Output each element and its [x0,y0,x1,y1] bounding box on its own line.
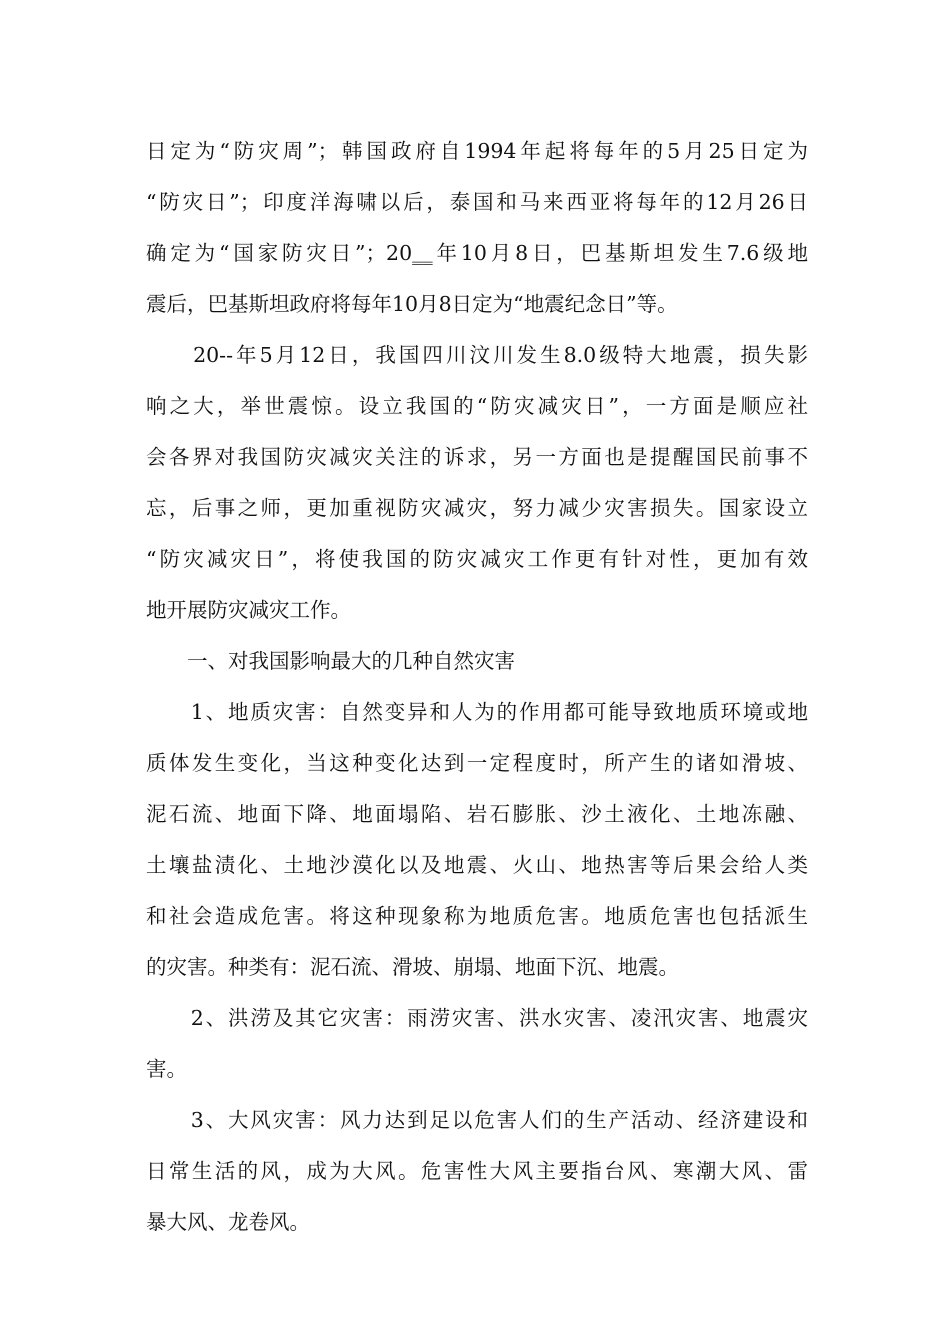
text-line: 1、地质灾害：自然变异和人为的作用都可能导致地质环境或地 [146,700,808,724]
text-line: 忘，后事之师，更加重视防灾减灾，努力减少灾害损失。国家设立 [146,496,808,520]
text-line: 土壤盐渍化、土地沙漠化以及地震、火山、地热害等后果会给人类 [146,853,808,877]
text-line: 暴大风、龙卷风。 [146,1210,310,1234]
text-line: 会各界对我国防灾减灾关注的诉求，另一方面也是提醒国民前事不 [146,445,808,469]
document-body [146,126,808,1248]
text-line: 震后，巴基斯坦政府将每年10月8日定为“地震纪念日”等。 [146,292,678,316]
text-line: 质体发生变化，当这种变化达到一定程度时，所产生的诸如滑坡、 [146,751,808,775]
text-line: 的灾害。种类有：泥石流、滑坡、崩塌、地面下沉、地震。 [146,955,679,979]
text-line: 3、大风灾害：风力达到足以危害人们的生产活动、经济建设和 [146,1108,808,1132]
text-line: 响之大，举世震惊。设立我国的“防灾减灾日”，一方面是顺应社 [146,394,808,418]
text-line: 2、洪涝及其它灾害：雨涝灾害、洪水灾害、凌汛灾害、地震灾 [146,1006,808,1030]
text-line: 确定为“国家防灾日”；20‗‗年10月8日，巴基斯坦发生7.6级地 [146,241,808,265]
text-line: 日定为“防灾周”；韩国政府自1994年起将每年的5月25日定为 [146,139,808,163]
text-line: “防灾日”；印度洋海啸以后，泰国和马来西亚将每年的12月26日 [146,190,808,214]
text-line: 日常生活的风，成为大风。危害性大风主要指台风、寒潮大风、雷 [146,1159,808,1183]
text-line: 地开展防灾减灾工作。 [146,598,351,622]
section-heading: 一、对我国影响最大的几种自然灾害 [146,649,515,673]
text-line: 害。 [146,1057,187,1081]
text-line: 泥石流、地面下降、地面塌陷、岩石膨胀、沙土液化、土地冻融、 [146,802,808,826]
text-line: “防灾减灾日”，将使我国的防灾减灾工作更有针对性，更加有效 [146,547,808,571]
text-line: 和社会造成危害。将这种现象称为地质危害。地质危害也包括派生 [146,904,808,928]
text-line: 20--年5月12日，我国四川汶川发生8.0级特大地震，损失影 [146,343,808,367]
